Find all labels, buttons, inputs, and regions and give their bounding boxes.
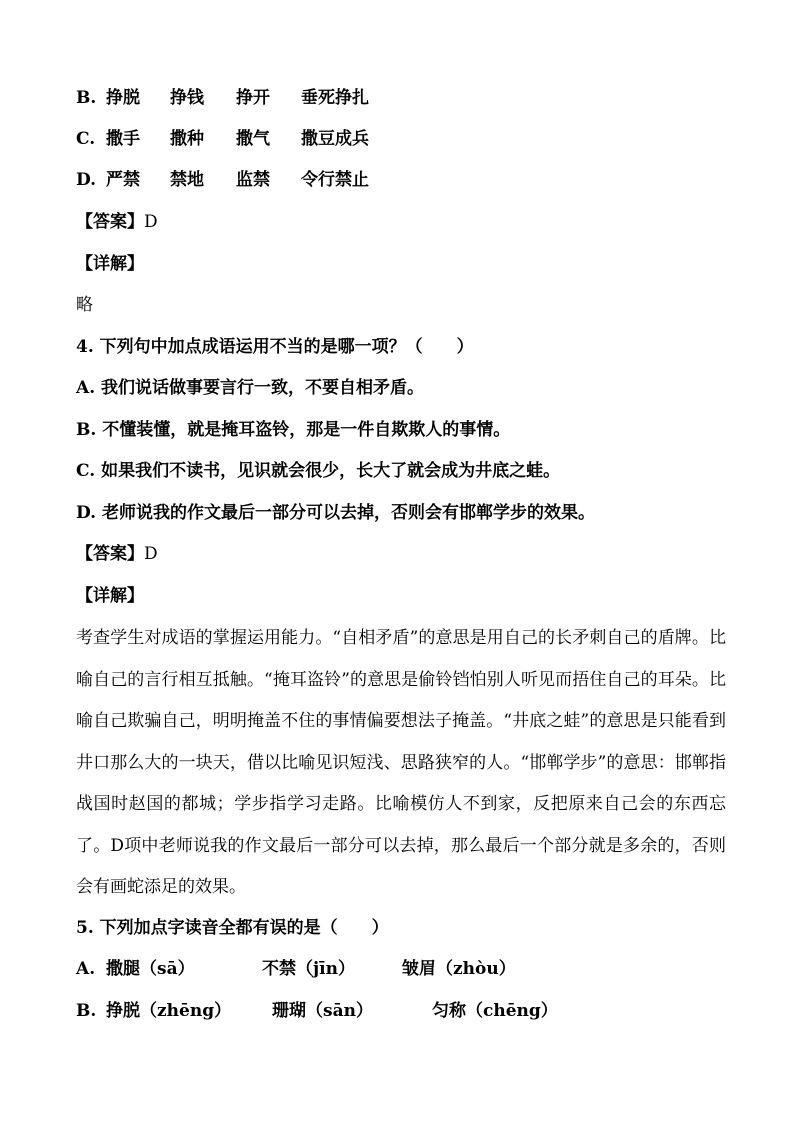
q4-question: 4. 下列句中加点成语运用不当的是哪一项？（ ） <box>76 337 474 357</box>
q3-answer <box>76 210 158 234</box>
q5-option-b <box>76 999 558 1023</box>
option-item: 匀称（chēng） <box>432 1001 558 1021</box>
option-letter: D. <box>76 170 97 190</box>
option-letter: A. <box>76 959 96 979</box>
option-word: 挣开 <box>236 88 270 108</box>
q4-option-d: D. 老师说我的作文最后一部分可以去掉，否则会有邯郸学步的效果。 <box>76 503 595 523</box>
q3-option-d <box>76 168 369 192</box>
option-word: 撒手 <box>106 129 140 149</box>
q3-detail-text: 略 <box>76 295 93 315</box>
option-word: 禁地 <box>170 170 204 190</box>
option-item: 珊瑚（sān） <box>272 1001 373 1021</box>
option-word: 挣脱 <box>106 88 140 108</box>
q4-detail-text: 考查学生对成语的掌握运用能力。“自相矛盾”的意思是用自己的长矛刺自己的盾牌。比喻自己的言行相互抵触。“掩耳盗铃”的意思是偷铃铛怕别人听见而捂住自己的耳朵。比喻自己欺骗自己，明明掩盖不住的事情偏要想法子掩盖。“井底之蛙”的意思是只能看到井口那么大的一块天，借以比喻见识短浅、思路狭窄的人。“邯郸学步”的意思：邯郸指战国时赵国的都城；学步指学习走路。比喻模仿人不到家，反把原来自己会的东西忘了。D项中老师说我的作文最后一部分可以去掉，那么最后一个部分就是多余的，否则会有画蛇添足的效果。 <box>76 628 726 897</box>
option-word: 严禁 <box>106 170 140 190</box>
option-word: 令行禁止 <box>301 170 369 190</box>
q3-option-b <box>76 86 369 110</box>
q4-option-c: C. 如果我们不读书，见识就会很少，长大了就会成为井底之蛙。 <box>76 461 561 481</box>
answer-value: D <box>144 544 158 564</box>
answer-label: 【答案】 <box>76 212 144 232</box>
option-item: 撒腿（sā） <box>106 959 195 979</box>
option-item: 皱眉（zhòu） <box>402 959 516 979</box>
option-letter: B. <box>76 88 97 108</box>
option-word: 监禁 <box>236 170 270 190</box>
option-word: 挣钱 <box>170 88 204 108</box>
answer-label: 【答案】 <box>76 544 144 564</box>
q3-detail-label: 【详解】 <box>76 254 144 274</box>
q3-option-c <box>76 127 369 151</box>
option-letter: B. <box>76 1001 97 1021</box>
option-word: 撒气 <box>236 129 270 149</box>
option-word: 垂死挣扎 <box>301 88 369 108</box>
option-item: 挣脱（zhēng） <box>106 1001 232 1021</box>
option-item: 不禁（jīn） <box>262 959 355 979</box>
option-letter: C. <box>76 129 96 149</box>
q4-option-a: A. 我们说话做事要言行一致，不要自相矛盾。 <box>76 378 425 398</box>
q4-option-b: B. 不懂装懂，就是掩耳盗铃，那是一件自欺欺人的事情。 <box>76 420 511 440</box>
answer-value: D <box>144 212 158 232</box>
option-word: 撒种 <box>170 129 204 149</box>
q4-answer <box>76 542 158 566</box>
option-word: 撒豆成兵 <box>301 129 369 149</box>
q4-detail-label: 【详解】 <box>76 586 144 606</box>
q5-question: 5. 下列加点字读音全都有误的是（ ） <box>76 918 389 938</box>
q5-option-a <box>76 957 516 981</box>
